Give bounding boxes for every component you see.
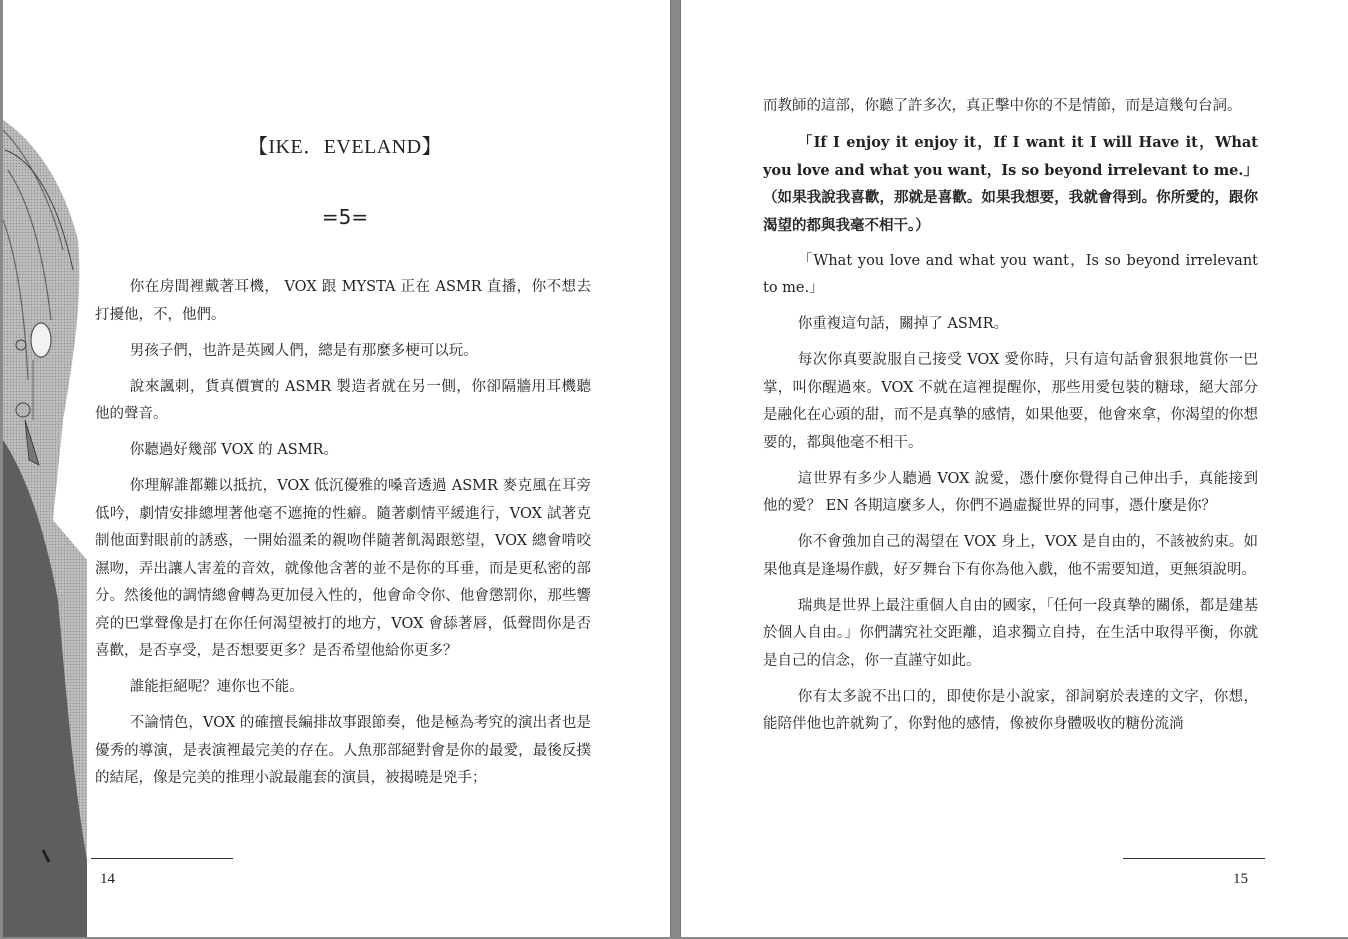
paragraph: 不論情色，VOX 的確擅長編排故事跟節奏，他是極為考究的演出者也是優秀的導演，是表演裡最完美的存在。人魚那部絕對會是你的最愛，最後反撲的結尾，像是完美的推理小說最龍套的演員，被揭曉是兇手； <box>95 715 591 786</box>
paragraph: 男孩子們，也許是英國人們，總是有那麼多梗可以玩。 <box>129 342 478 359</box>
quote-paragraph: 「What you love and what you want，Is so beyond irrelevant to me.」 <box>763 252 1258 296</box>
paragraph: 你有太多說不出口的，即使你是小說家，卻詞窮於表達的文字，你想，能陪伴他也許就夠了，你對他的感情，像被你身體吸收的糖份流淌 <box>763 688 1258 732</box>
chapter-subtitle: =5= <box>321 205 369 229</box>
paragraph: 瑞典是世界上最注重個人自由的國家，「任何一段真摯的關係，都是建基於個人自由。」你們講究社交距離，追求獨立自持，在生活中取得平衡，你就是自己的信念，你一直謹守如此。 <box>763 597 1258 669</box>
paragraph: 這世界有多少人聽過 VOX 說愛，憑什麼你覺得自己伸出手，真能接到他的愛？ EN 各期這麼多人，你們不過虛擬世界的同事，憑什麼是你？ <box>763 470 1258 514</box>
left-page <box>3 0 671 937</box>
page-number: 14 <box>100 871 115 887</box>
paragraph: 你在房間裡戴著耳機， VOX 跟 MYSTA 正在 ASMR 直播，你不想去打擾他，不，他們。 <box>95 279 591 323</box>
paragraph: 誰能拒絕呢？連你也不能。 <box>129 679 304 695</box>
page-number: 15 <box>1233 871 1248 887</box>
paragraph: 說來諷刺，貨真價實的 ASMR 製造者就在另一側，你卻隔牆用耳機聽他的聲音。 <box>95 378 591 422</box>
chapter-title: 【IKE．EVELAND】 <box>247 136 443 158</box>
right-page <box>680 0 1348 937</box>
paragraph: 你重複這句話，關掉了 ASMR。 <box>797 316 1009 332</box>
left-page-body <box>95 274 591 801</box>
paragraph: 你不會強加自己的渴望在 VOX 身上，VOX 是自由的，不該被約束。如果他真是逢場作戲，好歹舞台下有你為他入戲，他不需要知道，更無須說明。 <box>763 534 1258 578</box>
quote-paragraph: 「If I enjoy it enjoy it，If I want it I will Have it，What you love and what you want，Is so beyond irrelevant to me.」（如果我說我喜歡，那就是喜歡。如果我想要，我就會得到。你所愛的，跟你渴望的都與我毫不相干。） <box>763 134 1258 234</box>
paragraph: 每次你真要說服自己接受 VOX 愛你時，只有這句話會狠狠地賞你一巴掌，叫你醒過來。VOX 不就在這裡提醒你，那些用愛包裝的糖球，絕大部分是融化在心頭的甜，而不是真摯的感情，如果他要，他會來拿，你渴望的你想要的，都與他毫不相干。 <box>763 352 1258 451</box>
illustration-art <box>3 0 87 937</box>
paragraph: 而教師的這部，你聽了許多次，真正擊中你的不是情節，而是這幾句台詞。 <box>763 98 1242 114</box>
footer-divider <box>1123 858 1265 859</box>
paragraph: 你理解誰都難以抵抗，VOX 低沉優雅的嗓音透過 ASMR 麥克風在耳旁低吟，劇情安排總埋著他毫不遮掩的性癖。隨著劇情平緩進行，VOX 試著克制他面對眼前的誘惑，一開始溫柔的親吻伴隨著飢渴跟慾望，VOX 總會啃咬濕吻，弄出讓人害羞的音效，就像他含著的並不是你的耳垂，而是更私密的部分。然後他的調情總會轉為更加侵入性的，他會命令你、他會懲罰你，那些響亮的巴掌聲像是打在你任何渴望被打的地方，VOX 會舔著唇，低聲問你是否喜歡，是否享受，是否想要更多？是否希望他給你更多？ <box>95 478 591 659</box>
footer-divider <box>91 858 233 859</box>
character-illustration <box>3 0 87 937</box>
right-page-body <box>763 93 1258 747</box>
paragraph: 你聽過好幾部 VOX 的 ASMR。 <box>129 442 338 458</box>
